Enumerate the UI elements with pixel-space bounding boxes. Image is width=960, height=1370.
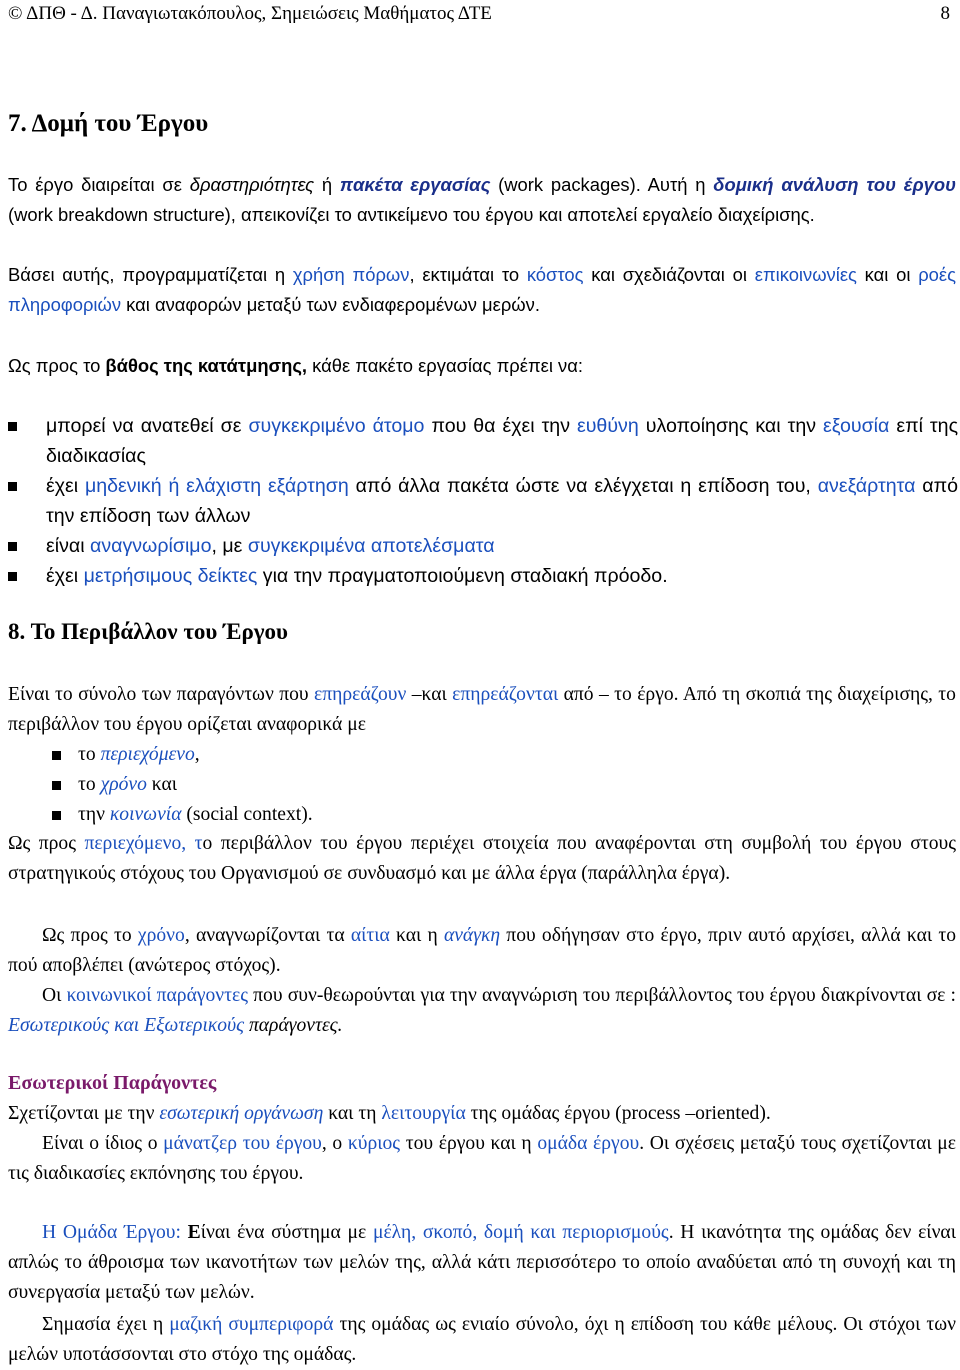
section-7-paragraph-2 <box>8 260 956 320</box>
section-7-paragraph-1 <box>8 170 956 230</box>
section-8-paragraph-3 <box>8 921 956 981</box>
text: Ως προς <box>8 833 85 854</box>
text: επί της διαδικασίας <box>46 415 959 467</box>
text: την <box>78 804 110 825</box>
text: του έργου και η <box>400 1133 538 1154</box>
bullet-square-icon <box>8 422 17 431</box>
text: Οι <box>42 985 67 1006</box>
section-8-paragraph-4 <box>8 981 956 1041</box>
text: , με <box>211 535 248 557</box>
text: μηδενική ή ελάχιστη εξάρτηση <box>84 475 349 497</box>
text: επηρεάζουν <box>313 684 407 705</box>
section-7-title: 7. Δομή του Έργου <box>8 110 209 137</box>
text: . Οι σχέσεις μεταξύ τους σχετίζονται με τις διαδικασίες εκπόνησης του έργου. <box>8 1133 956 1184</box>
text: για την πραγματοποιούμενη σταδιακή πρόοδο. <box>257 565 668 587</box>
text: από την επίδοση των άλλων <box>46 475 959 527</box>
page-number: 8 <box>940 3 950 24</box>
text: , <box>194 744 200 765</box>
text: κάθε πακέτο εργασίας πρέπει να: <box>307 355 583 376</box>
text: ίναι ένα σύστημα με <box>200 1222 373 1243</box>
section-8-title: 8. Το Περιβάλλον του Έργου <box>8 619 288 644</box>
bullet-square-icon <box>52 751 61 760</box>
text: . Η ικανότητα της ομάδας δεν είναι απλώς το άθροισμα των ικανοτήτων των μελών της, αλλά κάτι περισσότερο το οποίο αναδύεται από τη συνοχή και τη συνεργασία μεταξύ των μελών. <box>8 1222 956 1303</box>
text: από – το έργο. Από τη σκοπιά της διαχείρισης, το περιβάλλον του έργου ορίζεται αναφορικά με <box>8 684 956 735</box>
text: μάνατζερ του έργου <box>163 1133 322 1154</box>
list-item-text <box>78 770 958 800</box>
internal-paragraph-3 <box>8 1218 956 1308</box>
text: και οι <box>856 264 919 285</box>
text: λειτουργία <box>381 1103 466 1124</box>
text: Είναι το σύνολο των παραγόντων που <box>8 684 314 705</box>
text: από άλλα πακέτα ώστε να ελέγχεται η επίδοση του, <box>348 475 818 497</box>
list-item-text <box>78 740 958 770</box>
text: (work packages). Αυτή η <box>490 174 714 195</box>
text: της ομάδας έργου (process –oriented). <box>465 1103 771 1124</box>
text: ανάγκη <box>443 925 501 946</box>
text: υλοποίησης και την <box>638 415 823 437</box>
text: κόστος <box>526 264 584 285</box>
text: ή <box>314 174 340 195</box>
bullet-square-icon <box>52 811 61 820</box>
text: Ε <box>187 1222 201 1243</box>
text: χρήση πόρων <box>292 264 410 285</box>
internal-paragraph-2 <box>8 1129 956 1189</box>
text: παράγοντες. <box>244 1015 343 1036</box>
text: το <box>78 744 101 765</box>
text: δραστηριότητες <box>189 174 315 195</box>
text: χρόνο <box>137 925 185 946</box>
text: και η <box>389 925 444 946</box>
text: που συν-θεωρούνται για την αναγνώριση του περιβάλλοντος του έργου διακρίνονται σε : <box>248 985 956 1006</box>
text: μπορεί να ανατεθεί σε <box>46 415 249 437</box>
text: εξουσία <box>823 415 890 437</box>
text: –και <box>406 684 453 705</box>
text: επηρεάζονται <box>452 684 559 705</box>
text: το <box>78 774 101 795</box>
text: εσωτερική οργάνωση <box>159 1103 324 1124</box>
text: της ομάδας ως ενιαίο σύνολο, όχι η επίδοση του κάθε μέλους. Οι στόχοι των μελών υποτάσσονται στο στόχο της ομάδας. <box>8 1314 956 1365</box>
text: περιεχόμενο, τ <box>84 833 203 854</box>
text: , εκτιμάται το <box>409 264 527 285</box>
bullet-square-icon <box>8 542 17 551</box>
text: και τη <box>323 1103 382 1124</box>
text: βάθος της κατάτμησης, <box>105 355 308 376</box>
text: και σχεδιάζονται οι <box>583 264 755 285</box>
text: αίτια <box>350 925 390 946</box>
text: μαζική συμπεριφορά <box>169 1314 334 1335</box>
section-8-paragraph-2 <box>8 829 956 889</box>
bullet-square-icon <box>8 482 17 491</box>
text: κύριος <box>347 1133 401 1154</box>
text: Βάσει αυτής, προγραμματίζεται η <box>8 264 293 285</box>
text: είναι <box>46 535 91 557</box>
text: Εσωτερικούς και Εξωτερικούς <box>8 1015 245 1036</box>
text: Ως προς το <box>8 355 106 376</box>
bullet-square-icon <box>52 781 61 790</box>
text: έχει <box>46 565 84 587</box>
text: Ως προς το <box>42 925 138 946</box>
list-item-text <box>46 561 958 591</box>
bullet-square-icon <box>8 572 17 581</box>
section-8-paragraph-1 <box>8 680 956 740</box>
text: ροές πληροφοριών <box>8 264 956 315</box>
text: Σχετίζονται με την <box>8 1103 160 1124</box>
header-text: © ΔΠΘ - Δ. Παναγιωτακόπουλος, Σημειώσεις Μαθήματος ΔΤΕ <box>8 3 492 24</box>
text: κοινωνία <box>109 804 182 825</box>
list-item-text <box>78 800 958 830</box>
list-item-text <box>46 411 958 471</box>
section-7-paragraph-3 <box>8 351 956 381</box>
text: (work breakdown structure), απεικονίζει το αντικείμενο του έργου και αποτελεί εργαλείο διαχείρισης. <box>8 204 815 225</box>
text: περιεχόμενο <box>100 744 195 765</box>
text: Σημασία έχει η <box>42 1314 170 1335</box>
text: συγκεκριμένα αποτελέσματα <box>247 535 495 557</box>
list-item-text <box>46 531 958 561</box>
text: , αναγνωρίζονται τα <box>184 925 351 946</box>
internal-paragraph-1 <box>8 1099 956 1129</box>
text: Η Ομάδα Έργου: <box>42 1222 188 1243</box>
text: ευθύνη <box>576 415 639 437</box>
text: επικοινωνίες <box>754 264 857 285</box>
text: που θα έχει την <box>424 415 577 437</box>
list-item-text <box>46 471 958 531</box>
page-header <box>8 3 950 25</box>
text: που οδήγησαν στο έργο, πριν αυτό αρχίσει, αλλά και το πού αποβλέπει (ανώτερος στόχος). <box>8 925 956 976</box>
text: Το έργο διαιρείται σε <box>8 174 190 195</box>
text: Είναι ο ίδιος ο <box>42 1133 164 1154</box>
text: αναγνωρίσιμο <box>90 535 212 557</box>
text: χρόνο <box>100 774 147 795</box>
text: ανεξάρτητα <box>817 475 916 497</box>
text: ομάδα έργου <box>537 1133 640 1154</box>
text: ο περιβάλλον του έργου περιέχει στοιχεία που αναφέρονται στη συμβολή του έργου στους στρατηγικούς στόχους του Οργανισμού σε συνδυασμό και με άλλα έργα (παράλληλα έργα). <box>8 833 956 884</box>
text: κοινωνικοί παράγοντες <box>66 985 249 1006</box>
text: μέλη, σκοπό, δομή και περιορισμούς <box>372 1222 669 1243</box>
internal-paragraph-4 <box>8 1310 956 1370</box>
text: έχει <box>46 475 85 497</box>
text: και αναφορών μεταξύ των ενδιαφερομένων μερών. <box>121 294 540 315</box>
internal-factors-title: Εσωτερικοί Παράγοντες <box>8 1072 217 1094</box>
text: , ο <box>321 1133 348 1154</box>
text: (social context). <box>181 804 313 825</box>
text: συγκεκριμένο άτομο <box>248 415 425 437</box>
text: δομική ανάλυση του έργου <box>713 174 956 195</box>
text: μετρήσιμους δείκτες <box>83 565 258 587</box>
text: και <box>146 774 178 795</box>
text: πακέτα εργασίας <box>339 174 491 195</box>
